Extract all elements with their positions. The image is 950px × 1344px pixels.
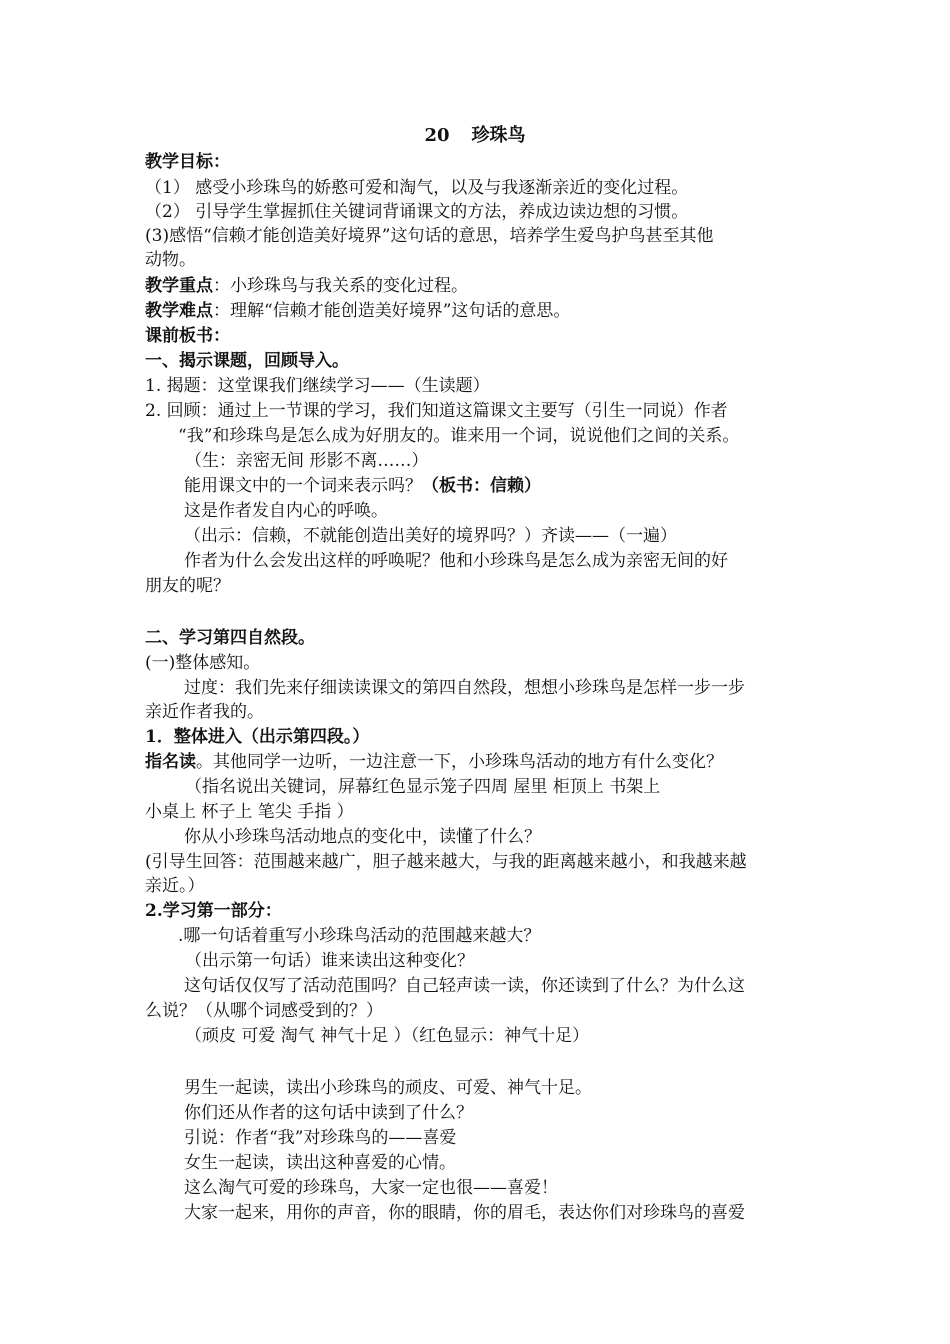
paragraph-line: 这是作者发自内心的呼唤。 [184,501,388,521]
paragraph-line: 亲近。） [145,876,205,896]
paragraph-line [184,474,541,498]
paragraph-line: （出示第一句话）谁来读出这种变化？ [185,951,474,971]
paragraph-line: 2. 回顾：通过上一节课的学习，我们知道这篇课文主要写（引生一同说）作者 [145,401,728,421]
difficulty-label: 教学难点 [145,301,213,321]
paragraph-line: 作者为什么会发出这样的呼唤呢？他和小珍珠鸟是怎么成为亲密无间的好 [184,551,728,571]
paragraph-line: 过度：我们先来仔细读读课文的第四自然段，想想小珍珠鸟是怎样一步一步 [184,678,745,698]
paragraph-line: (引导生回答：范围越来越广，胆子越来越大，与我的距离越来越小，和我越来越 [145,852,747,872]
paragraph-line: 你们还从作者的这句话中读到了什么？ [184,1103,473,1123]
paragraph-line: 1. 揭题：这堂课我们继续学习——（生读题） [145,376,490,396]
goal-1: （1） 感受小珍珠鸟的娇憨可爱和淘气，以及与我逐渐亲近的变化过程。 [145,178,689,198]
named-reading-label: 指名读 [145,752,196,772]
section1-heading: 一、揭示课题，回顾导入。 [145,351,349,371]
paragraph-line: 这么淘气可爱的珍珠鸟，大家一定也很——喜爱！ [184,1178,558,1198]
goal-3-cont: 动物。 [145,250,196,270]
goals-heading: 教学目标： [145,152,230,172]
key-point [145,274,468,298]
paragraph-line: 朋友的呢？ [145,576,230,596]
named-reading-text: 。其他同学一边听，一边注意一下，小珍珠鸟活动的地方有什么变化？ [196,752,723,772]
goal-2: （2） 引导学生掌握抓住关键词背诵课文的方法，养成边读边想的习惯。 [145,202,689,222]
paragraph-line: “我”和珍珠鸟是怎么成为好朋友的。谁来用一个词，说说他们之间的关系。 [178,426,740,446]
difficulty [145,299,570,323]
board-heading: 课前板书： [145,326,230,346]
paragraph-line: （生：亲密无间 形影不离……） [185,451,429,471]
page-title [0,124,950,148]
goal-3: (3)感悟“信赖才能创造美好境界”这句话的意思，培养学生爱鸟护鸟甚至其他 [145,226,714,246]
board-note: （板书：信赖） [422,476,541,496]
section2-heading: 二、学习第四自然段。 [145,628,315,648]
key-point-text: ：小珍珠鸟与我关系的变化过程。 [213,276,468,296]
lesson-number: 20 [424,125,450,146]
question-text: 能用课文中的一个词来表示吗？ [184,476,422,496]
paragraph-line: .哪一句话着重写小珍珠鸟活动的范围越来越大？ [178,926,541,946]
step-heading: 2.学习第一部分： [145,901,282,921]
paragraph-line: 这句话仅仅写了活动范围吗？自己轻声读一读，你还读到了什么？为什么这 [184,976,745,996]
difficulty-text: ：理解“信赖才能创造美好境界”这句话的意思。 [213,301,571,321]
paragraph-line [145,750,723,774]
step-heading: 1．整体进入（出示第四段。） [145,727,370,747]
paragraph-line: （指名说出关键词，屏幕红色显示笼子四周 屋里 柜顶上 书架上 [185,777,661,797]
paragraph-line: （顽皮 可爱 淘气 神气十足 ）（红色显示：神气十足） [185,1026,590,1046]
paragraph-line: （出示：信赖，不就能创造出美好的境界吗？）齐读——（一遍） [184,526,677,546]
paragraph-line: 引说：作者“我”对珍珠鸟的——喜爱 [184,1128,457,1148]
paragraph-line: 女生一起读，读出这种喜爱的心情。 [184,1153,456,1173]
key-point-label: 教学重点 [145,276,213,296]
lesson-title: 珍珠鸟 [471,125,526,146]
paragraph-line: 你从小珍珠鸟活动地点的变化中，读懂了什么？ [184,827,541,847]
paragraph-line: 么说？（从哪个词感受到的？） [145,1001,383,1021]
paragraph-line: 小桌上 杯子上 笔尖 手指 ） [145,802,354,822]
paragraph-line: 大家一起来，用你的声音，你的眼睛，你的眉毛，表达你们对珍珠鸟的喜爱 [184,1203,745,1223]
paragraph-line: 亲近作者我的。 [145,702,264,722]
paragraph-line: 男生一起读，读出小珍珠鸟的顽皮、可爱、神气十足。 [184,1078,592,1098]
subsection-heading: (一)整体感知。 [145,653,261,673]
